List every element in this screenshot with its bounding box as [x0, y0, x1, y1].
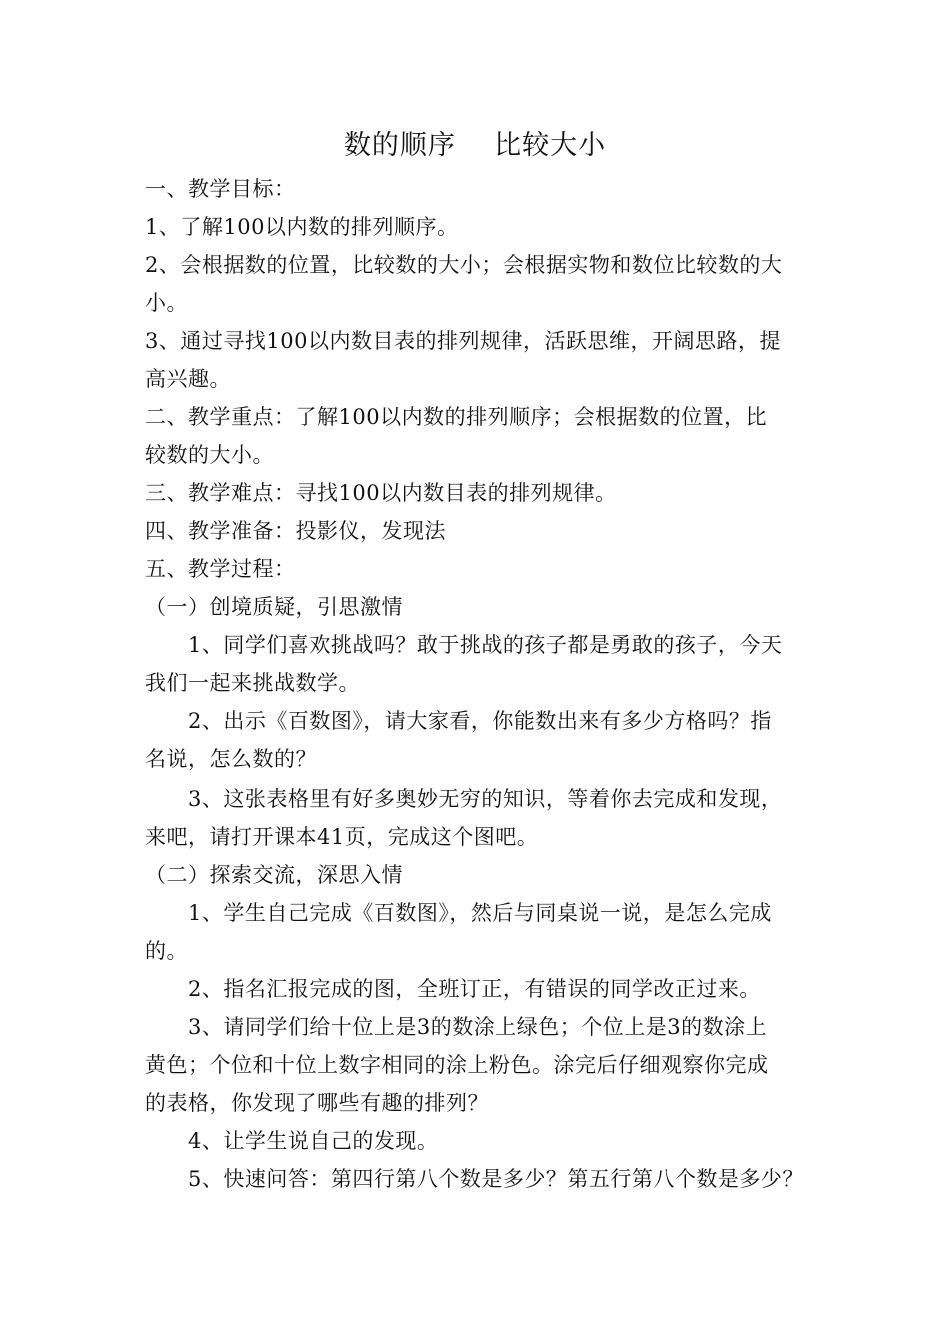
process-2-item-1-continued: 的。: [145, 939, 188, 963]
process-1-item-3-continued: 来吧，请打开课本41页，完成这个图吧。: [145, 825, 539, 849]
process-1-item-2-continued: 名说，怎么数的？: [145, 747, 317, 771]
objective-3: 3、通过寻找100以内数目表的排列规律，活跃思维，开阔思路，提: [145, 329, 781, 353]
subsection-heading-1: （一）创境质疑，引思激情: [145, 595, 403, 619]
process-1-item-3: 3、这张表格里有好多奥妙无穷的知识，等着你去完成和发现，: [188, 787, 783, 811]
process-2-item-5: 5、快速问答：第四行第八个数是多少？第五行第八个数是多少？: [188, 1167, 804, 1191]
document-title: 数的顺序 比较大小: [343, 130, 607, 161]
process-2-item-2: 2、指名汇报完成的图，全班订正，有错误的同学改正过来。: [188, 977, 761, 1001]
process-2-item-4: 4、让学生说自己的发现。: [188, 1129, 439, 1153]
section-preparation: 四、教学准备：投影仪，发现法: [145, 519, 446, 543]
section-heading-objectives: 一、教学目标：: [145, 177, 296, 201]
section-difficulties: 三、教学难点：寻找100以内数目表的排列规律。: [145, 481, 617, 505]
process-1-item-2: 2、出示《百数图》，请大家看，你能数出来有多少方格吗？指: [188, 709, 772, 733]
process-2-item-1: 1、学生自己完成《百数图》，然后与同桌说一说，是怎么完成: [188, 901, 772, 925]
objective-1: 1、了解100以内数的排列顺序。: [145, 215, 459, 239]
section-key-points: 二、教学重点：了解100以内数的排列顺序；会根据数的位置，比: [145, 405, 768, 429]
process-1-item-1: 1、同学们喜欢挑战吗？敢于挑战的孩子都是勇敢的孩子，今天: [188, 633, 783, 657]
objective-2: 2、会根据数的位置，比较数的大小；会根据实物和数位比较数的大: [145, 253, 783, 277]
section-heading-process: 五、教学过程：: [145, 557, 296, 581]
process-2-item-3-continued-1: 黄色；个位和十位上数字相同的涂上粉色。涂完后仔细观察你完成: [145, 1053, 769, 1077]
process-2-item-3: 3、请同学们给十位上是3的数涂上绿色；个位上是3的数涂上: [188, 1015, 768, 1039]
subsection-heading-2: （二）探索交流，深思入情: [145, 863, 403, 887]
process-2-item-3-continued-2: 的表格，你发现了哪些有趣的排列？: [145, 1091, 489, 1115]
objective-3-continued: 高兴趣。: [145, 367, 231, 391]
objective-2-continued: 小。: [145, 291, 188, 315]
section-key-points-continued: 较数的大小。: [145, 443, 274, 467]
process-1-item-1-continued: 我们一起来挑战数学。: [145, 671, 360, 695]
